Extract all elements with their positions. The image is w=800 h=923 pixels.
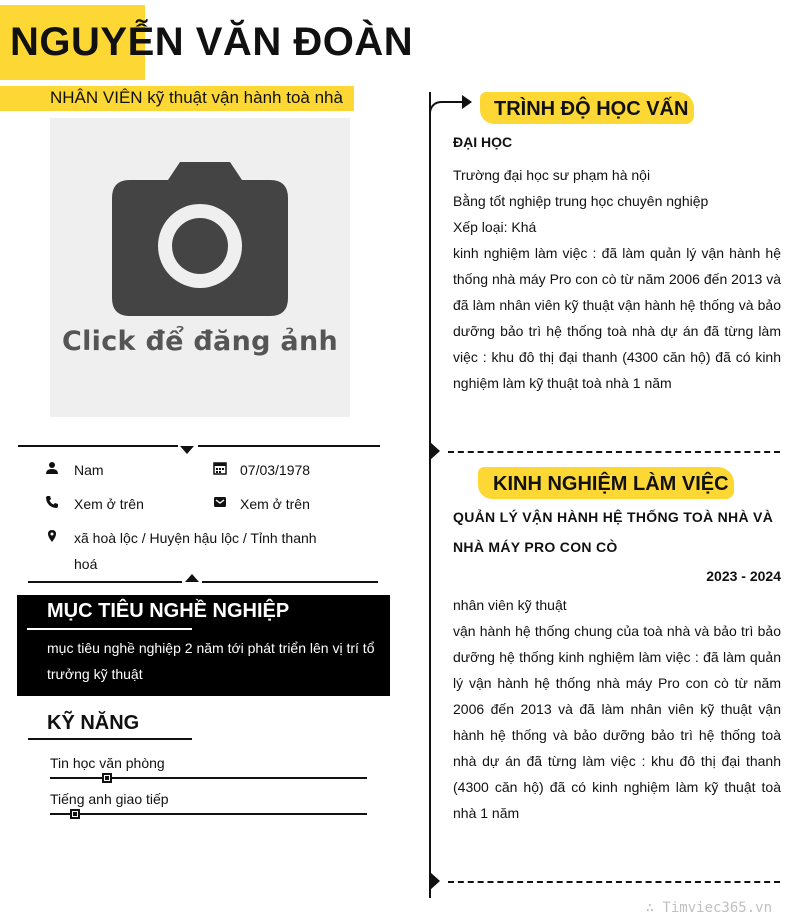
candidate-name[interactable]: NGUYỄN VĂN ĐOÀN: [10, 20, 414, 64]
section-divider: [448, 451, 780, 453]
job-title[interactable]: NHÂN VIÊN kỹ thuật vận hành toà nhà: [50, 88, 343, 107]
calendar-icon: [213, 461, 227, 475]
education-grade[interactable]: Xếp loại: Khá: [453, 219, 537, 235]
info-divider-bottom-left: [28, 581, 182, 583]
skill-level-slider[interactable]: [70, 809, 80, 819]
education-certificate[interactable]: Bằng tốt nghiệp trung học chuyên nghiệp: [453, 193, 709, 209]
watermark: ∴ Timviec365.vn: [645, 900, 772, 916]
objective-section: [17, 595, 390, 696]
gender-value[interactable]: Nam: [74, 462, 104, 478]
objective-text[interactable]: mục tiêu nghề nghiệp 2 năm tới phát triển lên vị trí tổ trưởng kỹ thuật: [47, 640, 375, 682]
timeline-marker-icon: [430, 872, 440, 890]
address-value[interactable]: xã hoà lộc / Huyện hậu lộc / Tỉnh thanh hoá: [74, 530, 317, 572]
skills-underline: [28, 738, 192, 740]
skills-title[interactable]: KỸ NĂNG: [47, 712, 140, 734]
user-icon: [45, 461, 59, 475]
skill-level-track: [50, 777, 367, 779]
timeline-line: [429, 92, 431, 898]
experience-title[interactable]: KINH NGHIỆM LÀM VIỆC: [493, 473, 729, 495]
info-divider-bottom-right: [202, 581, 378, 583]
timeline-marker-icon: [430, 442, 440, 460]
experience-description[interactable]: vận hành hệ thống chung của toà nhà và bảo trì bảo dưỡng hệ thống kinh nghiệm làm việc : đã làm quản lý vận hành hệ thống nhà máy Pro con cò từ năm 2006 đến 2013 và đã làm nhân viên kỹ thuật vận hành hệ thống và bảo dưỡng bảo trì hệ thống toà nhà dự án đã từng làm việc : khu đô thị đại thanh (4300 căn hộ) đã có kinh nghiệm làm kỹ thuật toà nhà 1 năm: [453, 623, 781, 821]
experience-period[interactable]: 2023 - 2024: [706, 568, 781, 584]
envelope-icon: [213, 495, 227, 509]
education-degree[interactable]: ĐẠI HỌC: [453, 134, 513, 150]
skill-level-slider[interactable]: [102, 773, 112, 783]
education-title[interactable]: TRÌNH ĐỘ HỌC VẤN: [494, 98, 689, 120]
skill-level-track: [50, 813, 367, 815]
photo-upload-label: Click để đăng ảnh: [62, 326, 338, 357]
skill-name[interactable]: Tin học văn phòng: [50, 755, 165, 771]
email-value[interactable]: Xem ở trên: [240, 496, 310, 512]
education-details[interactable]: kinh nghiệm làm việc : đã làm quản lý vận hành hệ thống nhà máy Pro con cò từ năm 2006 đến 2013 và đã làm nhân viên kỹ thuật vận hành hệ thống và bảo dưỡng bảo trì hệ thống toà nhà dự án đã từng làm việc : khu đô thị đại thanh (4300 căn hộ) đã có kinh nghiệm làm kỹ thuật toà nhà 1 năm: [453, 245, 781, 391]
objective-underline: [27, 628, 192, 630]
skill-name[interactable]: Tiếng anh giao tiếp: [50, 791, 169, 807]
info-divider-bottom-marker: [185, 574, 199, 582]
info-divider-marker: [180, 446, 194, 454]
photo-upload[interactable]: [50, 118, 350, 417]
birthdate-value[interactable]: 07/03/1978: [240, 462, 311, 478]
experience-role[interactable]: nhân viên kỹ thuật: [453, 597, 567, 613]
timeline-arrow-icon: [462, 95, 472, 109]
objective-title[interactable]: MỤC TIÊU NGHỀ NGHIỆP: [47, 600, 290, 622]
camera-icon: [110, 158, 290, 318]
section-divider: [448, 881, 780, 883]
phone-value[interactable]: Xem ở trên: [74, 496, 144, 512]
phone-icon: [45, 495, 59, 509]
experience-company[interactable]: QUẢN LÝ VẬN HÀNH HỆ THỐNG TOÀ NHÀ VÀ NHÀ MÁY PRO CON CÒ: [453, 509, 774, 555]
timeline-arrow-curve: [429, 101, 465, 121]
info-divider-top-left: [18, 445, 178, 447]
info-divider-top-right: [198, 445, 380, 447]
education-school[interactable]: Trường đại học sư phạm hà nội: [453, 167, 651, 183]
map-pin-icon: [45, 529, 59, 543]
